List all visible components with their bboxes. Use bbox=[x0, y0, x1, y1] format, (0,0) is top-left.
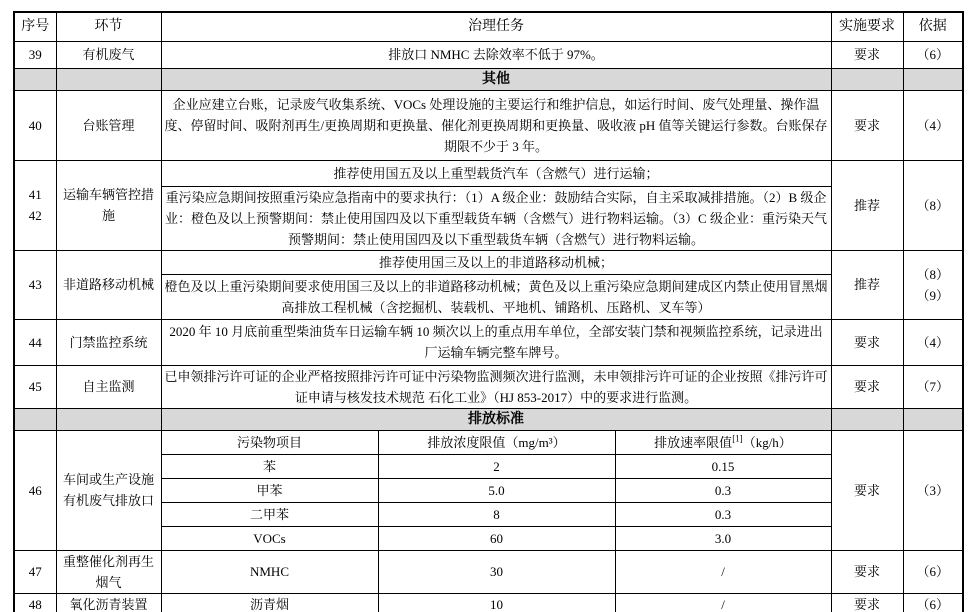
task-cell: 重污染应急期间按照重污染应急指南中的要求执行：（1）A 级企业：鼓励结合实际，自主采取减排措施。（2）B 级企业：橙色及以上预警期间：禁止使用国四及以下重型载货车辆（含燃气）进行物料运输。（3）C 级企业：重污染天气预警期间：禁止使用国四及以下重型载货车辆（含燃气）进行物料运输。 bbox=[161, 186, 831, 250]
concentration-cell: 30 bbox=[378, 550, 615, 593]
task-cell: 2020 年 10 月底前重型柴油货车日运输车辆 10 频次以上的重点用车单位，全部安装门禁和视频监控系统，记录进出厂运输车辆完整车牌号。 bbox=[161, 319, 831, 365]
col-header-no: 序号 bbox=[14, 12, 56, 41]
requirement-cell: 推荐 bbox=[831, 250, 903, 319]
rate-header-unit: （kg/h） bbox=[742, 434, 792, 450]
section-empty-cell bbox=[14, 408, 56, 430]
pollutant-name-cell: 二甲苯 bbox=[161, 502, 378, 526]
section-title-standards: 排放标准 bbox=[161, 408, 831, 430]
rate-cell: 0.3 bbox=[615, 478, 831, 502]
rate-cell: / bbox=[615, 550, 831, 593]
stage-cell: 重整催化剂再生烟气 bbox=[56, 550, 161, 593]
table-row-40 bbox=[14, 90, 963, 160]
requirement-cell: 要求 bbox=[831, 365, 903, 408]
basis-cell: （6） bbox=[903, 593, 963, 612]
table-row-48 bbox=[14, 593, 963, 612]
table-row-44 bbox=[14, 319, 963, 365]
col-header-task: 治理任务 bbox=[161, 12, 831, 41]
concentration-cell: 2 bbox=[378, 454, 615, 478]
requirement-cell: 要求 bbox=[831, 593, 903, 612]
section-empty-cell bbox=[903, 408, 963, 430]
row-number: 45 bbox=[14, 365, 56, 408]
table-header-row bbox=[14, 12, 963, 41]
task-cell: 企业应建立台账，记录废气收集系统、VOCs 处理设施的主要运行和维护信息，如运行时间、废气处理量、操作温度、停留时间、吸附剂再生/更换周期和更换量、催化剂更换周期和更换量、吸收液 pH 值等关键运行参数。台账保存期限不少于 3 年。 bbox=[161, 90, 831, 160]
row-number: 39 bbox=[14, 41, 56, 68]
requirement-cell: 要求 bbox=[831, 430, 903, 550]
row-number bbox=[14, 160, 56, 250]
task-cell: 推荐使用国五及以上重型载货汽车（含燃气）进行运输； bbox=[161, 160, 831, 186]
table-row-39 bbox=[14, 41, 963, 68]
requirement-cell: 要求 bbox=[831, 90, 903, 160]
table-row-43 bbox=[14, 250, 963, 274]
concentration-cell: 60 bbox=[378, 526, 615, 550]
basis-cell: （8） bbox=[903, 160, 963, 250]
basis-cell: （4） bbox=[903, 90, 963, 160]
pollutant-name-cell: VOCs bbox=[161, 526, 378, 550]
pollutant-name-cell: 苯 bbox=[161, 454, 378, 478]
row-number: 46 bbox=[14, 430, 56, 550]
basis-line: （9） bbox=[916, 287, 949, 303]
section-row-other bbox=[14, 68, 963, 90]
row-number: 47 bbox=[14, 550, 56, 593]
task-cell: 橙色及以上重污染期间要求使用国三及以上的非道路移动机械；黄色及以上重污染应急期间建成区内禁止使用冒黑烟高排放工程机械（含挖掘机、装载机、平地机、铺路机、压路机、叉车等） bbox=[161, 274, 831, 319]
stage-cell: 自主监测 bbox=[56, 365, 161, 408]
concentration-cell: 8 bbox=[378, 502, 615, 526]
requirement-cell: 要求 bbox=[831, 41, 903, 68]
concentration-cell: 10 bbox=[378, 593, 615, 612]
rate-header-text: 排放速率限值 bbox=[654, 434, 733, 450]
subcol-header-pollutant: 污染物项目 bbox=[161, 430, 378, 454]
row-number-line: 42 bbox=[28, 208, 42, 223]
row-number: 40 bbox=[14, 90, 56, 160]
requirement-cell: 推荐 bbox=[831, 160, 903, 250]
section-empty-cell bbox=[56, 68, 161, 90]
col-header-requirement: 实施要求 bbox=[831, 12, 903, 41]
row-number-line: 41 bbox=[28, 187, 42, 202]
stage-cell: 非道路移动机械 bbox=[56, 250, 161, 319]
pollutant-name-cell: NMHC bbox=[161, 550, 378, 593]
section-title-other: 其他 bbox=[161, 68, 831, 90]
task-cell: 已申领排污许可证的企业严格按照排污许可证中污染物监测频次进行监测，未申领排污许可证的企业按照《排污许可证申请与核发技术规范 石化工业》（HJ 853-2017）中的要求进行监测。 bbox=[161, 365, 831, 408]
section-empty-cell bbox=[831, 68, 903, 90]
pollutant-name-cell: 沥青烟 bbox=[161, 593, 378, 612]
basis-cell: （4） bbox=[903, 319, 963, 365]
rate-cell: 0.3 bbox=[615, 502, 831, 526]
stage-cell: 有机废气 bbox=[56, 41, 161, 68]
table-row-45 bbox=[14, 365, 963, 408]
basis-cell: （6） bbox=[903, 41, 963, 68]
table-row-47 bbox=[14, 550, 963, 593]
task-cell: 排放口 NMHC 去除效率不低于 97%。 bbox=[161, 41, 831, 68]
rate-cell: / bbox=[615, 593, 831, 612]
stage-cell: 台账管理 bbox=[56, 90, 161, 160]
stage-cell: 氧化沥青装置 bbox=[56, 593, 161, 612]
col-header-basis: 依据 bbox=[903, 12, 963, 41]
stage-cell: 车间或生产设施有机废气排放口 bbox=[56, 430, 161, 550]
concentration-cell: 5.0 bbox=[378, 478, 615, 502]
section-empty-cell bbox=[56, 408, 161, 430]
rate-cell: 0.15 bbox=[615, 454, 831, 478]
table-row-46-header bbox=[14, 430, 963, 454]
basis-line: （8） bbox=[916, 266, 949, 282]
row-number: 48 bbox=[14, 593, 56, 612]
basis-cell: （6） bbox=[903, 550, 963, 593]
subcol-header-rate bbox=[615, 430, 831, 454]
table-row-41-42 bbox=[14, 160, 963, 186]
basis-cell: （3） bbox=[903, 430, 963, 550]
stage-cell: 门禁监控系统 bbox=[56, 319, 161, 365]
section-row-standards bbox=[14, 408, 963, 430]
task-cell: 推荐使用国三及以上的非道路移动机械； bbox=[161, 250, 831, 274]
subcol-header-concentration: 排放浓度限值（mg/m³） bbox=[378, 430, 615, 454]
section-empty-cell bbox=[903, 68, 963, 90]
row-number: 44 bbox=[14, 319, 56, 365]
rate-header-footnote: [1] bbox=[732, 433, 743, 444]
requirement-cell: 要求 bbox=[831, 319, 903, 365]
section-empty-cell bbox=[831, 408, 903, 430]
row-number: 43 bbox=[14, 250, 56, 319]
rate-cell: 3.0 bbox=[615, 526, 831, 550]
basis-cell: （7） bbox=[903, 365, 963, 408]
basis-cell bbox=[903, 250, 963, 319]
pollutant-name-cell: 甲苯 bbox=[161, 478, 378, 502]
treatment-task-table bbox=[13, 11, 964, 612]
col-header-stage: 环节 bbox=[56, 12, 161, 41]
requirement-cell: 要求 bbox=[831, 550, 903, 593]
stage-cell: 运输车辆管控措施 bbox=[56, 160, 161, 250]
section-empty-cell bbox=[14, 68, 56, 90]
